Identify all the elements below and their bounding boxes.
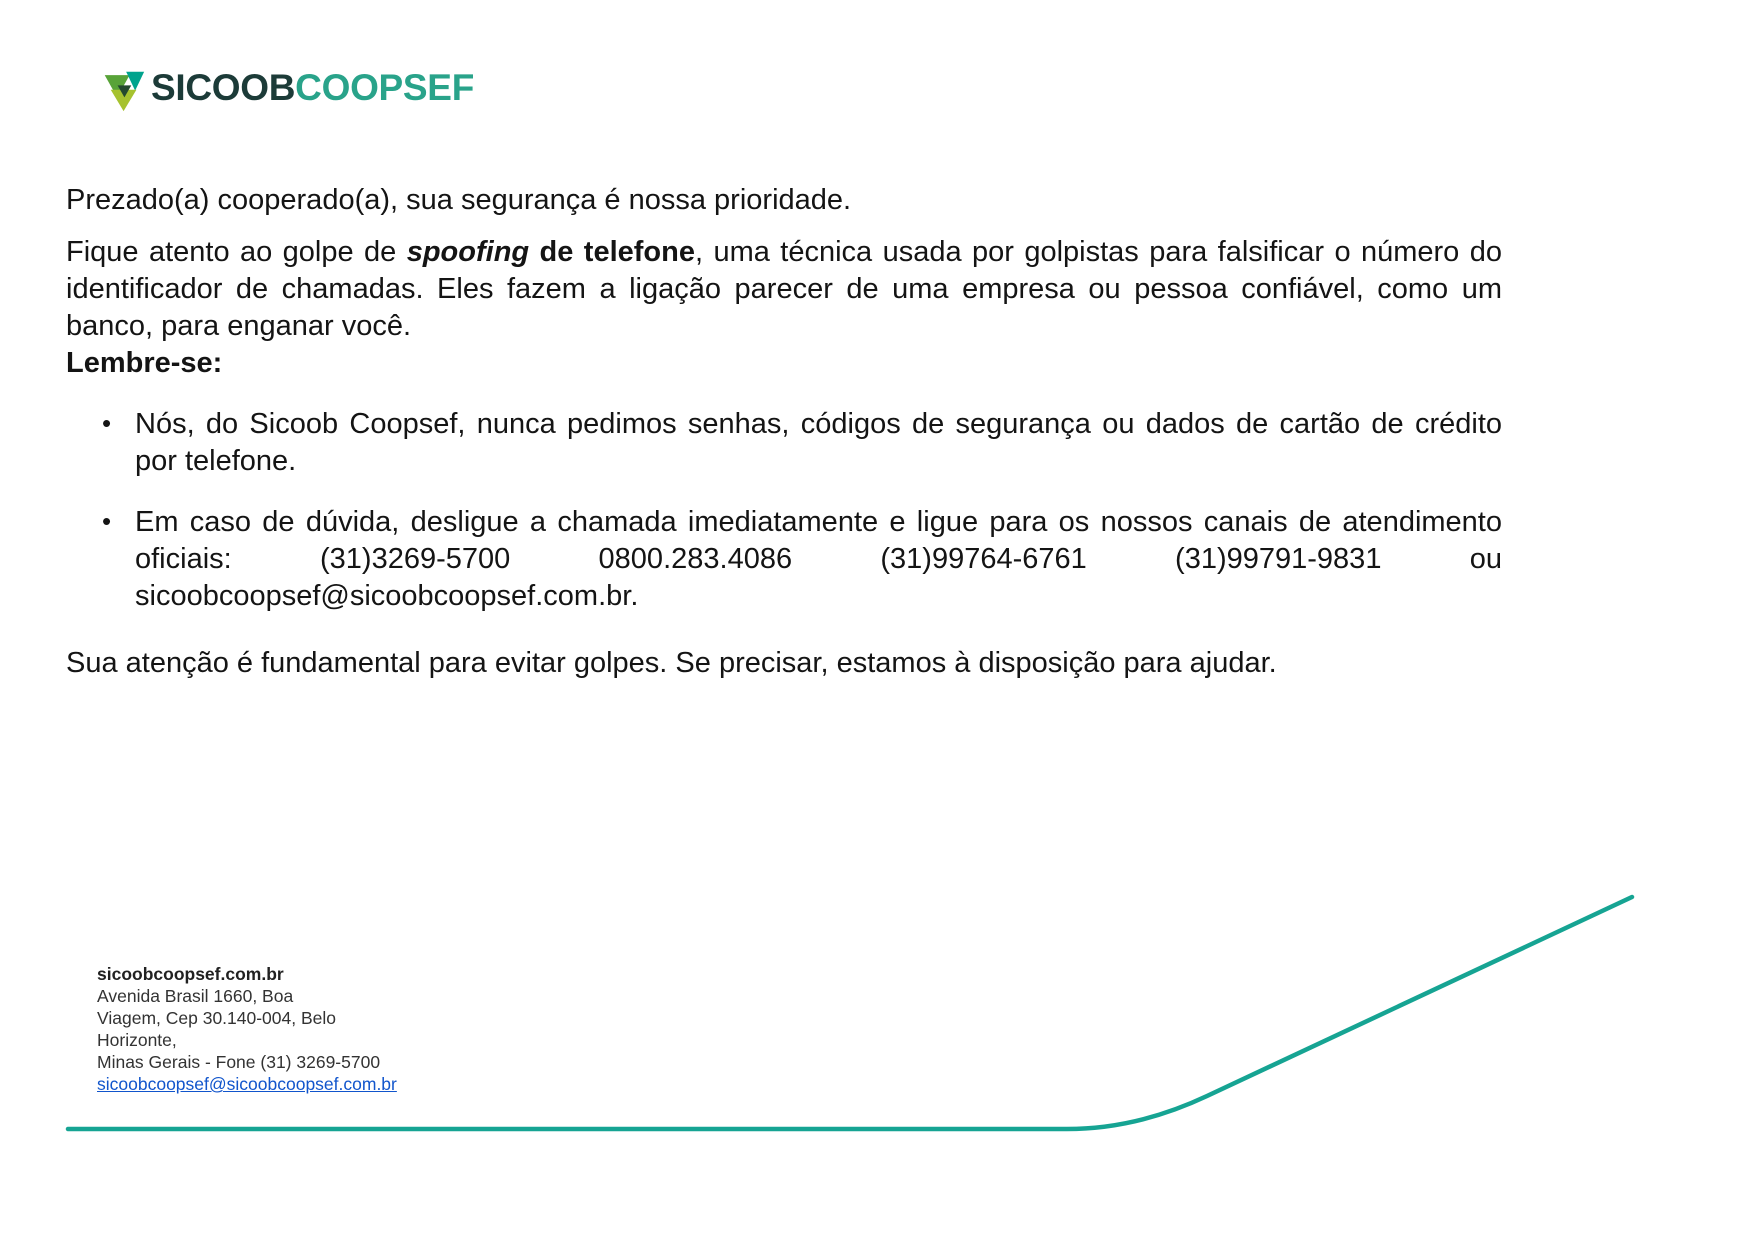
brand-wordmark <box>151 65 474 111</box>
intro-text-2: , uma técnica usada por golpistas para falsificar o número do identificador de chamadas. Eles fazem a ligação parecer de uma empresa ou pessoa confiável, como um banco, para enganar você. <box>66 236 1502 342</box>
footer-address-line: Horizonte, <box>97 1030 177 1050</box>
reminder-list <box>66 406 1502 615</box>
list-item-no-password-requests: • Nós, do Sicoob Coopsef, nunca pedimos senhas, códigos de segurança ou dados de cartão de crédito por telefone. <box>66 406 1502 480</box>
footer-address-line: Avenida Brasil 1660, Boa <box>97 986 294 1006</box>
letter-body <box>66 182 1502 682</box>
brand-name-secondary: COOPSEF <box>295 67 474 108</box>
footer-contact-block <box>97 963 397 1095</box>
intro-spoofing-term: spoofing <box>406 236 530 268</box>
footer-address-line: Minas Gerais - Fone (31) 3269-5700 <box>97 1052 381 1072</box>
list-item-official-channels: • Em caso de dúvida, desligue a chamada imediatamente e ligue para os nossos canais de atendimento oficiais: (31)3269-5700 0800.283.4086 (31)99764-6761 (31)99791-9831 ou sicoobcoopsef@sicoobcoopsef.com.br. <box>66 504 1502 615</box>
footer-email-link[interactable]: sicoobcoopsef@sicoobcoopsef.com.br <box>97 1074 397 1094</box>
greeting-line: Prezado(a) cooperado(a), sua segurança é nossa prioridade. <box>66 184 852 216</box>
intro-text-1: Fique atento ao golpe de <box>66 236 407 268</box>
intro-bold-text: de telefone <box>529 236 695 268</box>
sicoob-logo-icon <box>96 64 146 112</box>
intro-paragraph <box>66 234 1502 345</box>
brand-logo <box>96 64 474 112</box>
reminder-heading: Lembre-se: <box>66 347 223 379</box>
footer-address-line: Viagem, Cep 30.140-004, Belo <box>97 1008 337 1028</box>
brand-name-primary: SICOOB <box>151 67 296 108</box>
footer-website: sicoobcoopsef.com.br <box>97 964 284 984</box>
closing-line: Sua atenção é fundamental para evitar golpes. Se precisar, estamos à disposição para ajudar. <box>66 647 1277 679</box>
